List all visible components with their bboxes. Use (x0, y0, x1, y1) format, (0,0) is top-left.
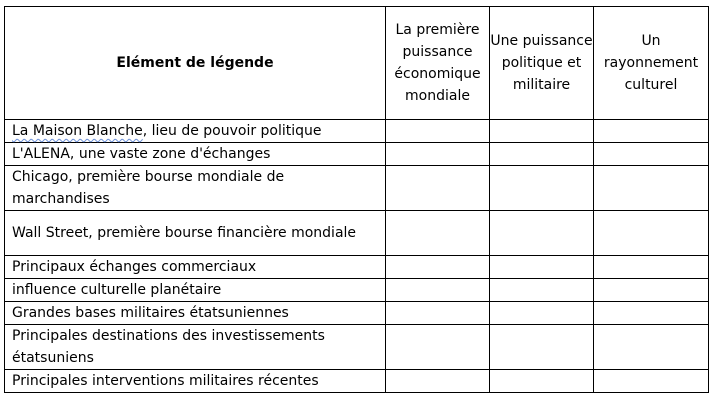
table-row (5, 166, 709, 211)
answer-cell-political[interactable] (490, 370, 594, 393)
answer-cell-political[interactable] (490, 302, 594, 325)
row-label: Principales destinations des investissements étatsuniens (5, 325, 386, 370)
row-label-main: La Maison Blanche (12, 123, 143, 139)
answer-cell-economic[interactable] (386, 166, 490, 211)
row-label (5, 120, 386, 143)
answer-cell-political[interactable] (490, 120, 594, 143)
row-label: Principaux échanges commerciaux (5, 256, 386, 279)
header-row (5, 7, 709, 120)
table-row (5, 256, 709, 279)
row-label: Chicago, première bourse mondiale de marchandises (5, 166, 386, 211)
answer-cell-political[interactable] (490, 325, 594, 370)
answer-cell-political[interactable] (490, 279, 594, 302)
answer-cell-economic[interactable] (386, 120, 490, 143)
answer-cell-cultural[interactable] (594, 370, 709, 393)
row-label-rest: , lieu de pouvoir politique (142, 123, 322, 139)
answer-cell-political[interactable] (490, 211, 594, 256)
legend-table (4, 6, 709, 393)
table-row (5, 211, 709, 256)
answer-cell-economic[interactable] (386, 256, 490, 279)
row-label: Principales interventions militaires récentes (5, 370, 386, 393)
answer-cell-economic[interactable] (386, 143, 490, 166)
row-label: Grandes bases militaires étatsuniennes (5, 302, 386, 325)
table-row (5, 143, 709, 166)
header-legend-element: Elément de légende (5, 7, 386, 120)
answer-cell-political[interactable] (490, 166, 594, 211)
answer-cell-economic[interactable] (386, 370, 490, 393)
header-political-military-power: Une puissance politique et militaire (490, 7, 594, 120)
answer-cell-political[interactable] (490, 256, 594, 279)
header-cultural-influence: Un rayonnement culturel (594, 7, 709, 120)
table-row (5, 279, 709, 302)
row-label: Wall Street, première bourse financière mondiale (5, 211, 386, 256)
row-label: L'ALENA, une vaste zone d'échanges (5, 143, 386, 166)
header-economic-power: La première puissance économique mondiale (386, 7, 490, 120)
answer-cell-cultural[interactable] (594, 120, 709, 143)
table-row (5, 120, 709, 143)
answer-cell-cultural[interactable] (594, 211, 709, 256)
answer-cell-economic[interactable] (386, 279, 490, 302)
answer-cell-cultural[interactable] (594, 302, 709, 325)
answer-cell-cultural[interactable] (594, 166, 709, 211)
row-label: influence culturelle planétaire (5, 279, 386, 302)
answer-cell-cultural[interactable] (594, 279, 709, 302)
answer-cell-cultural[interactable] (594, 143, 709, 166)
answer-cell-political[interactable] (490, 143, 594, 166)
answer-cell-economic[interactable] (386, 302, 490, 325)
answer-cell-economic[interactable] (386, 211, 490, 256)
table-row (5, 370, 709, 393)
answer-cell-economic[interactable] (386, 325, 490, 370)
answer-cell-cultural[interactable] (594, 256, 709, 279)
table-row (5, 302, 709, 325)
answer-cell-cultural[interactable] (594, 325, 709, 370)
table-row (5, 325, 709, 370)
